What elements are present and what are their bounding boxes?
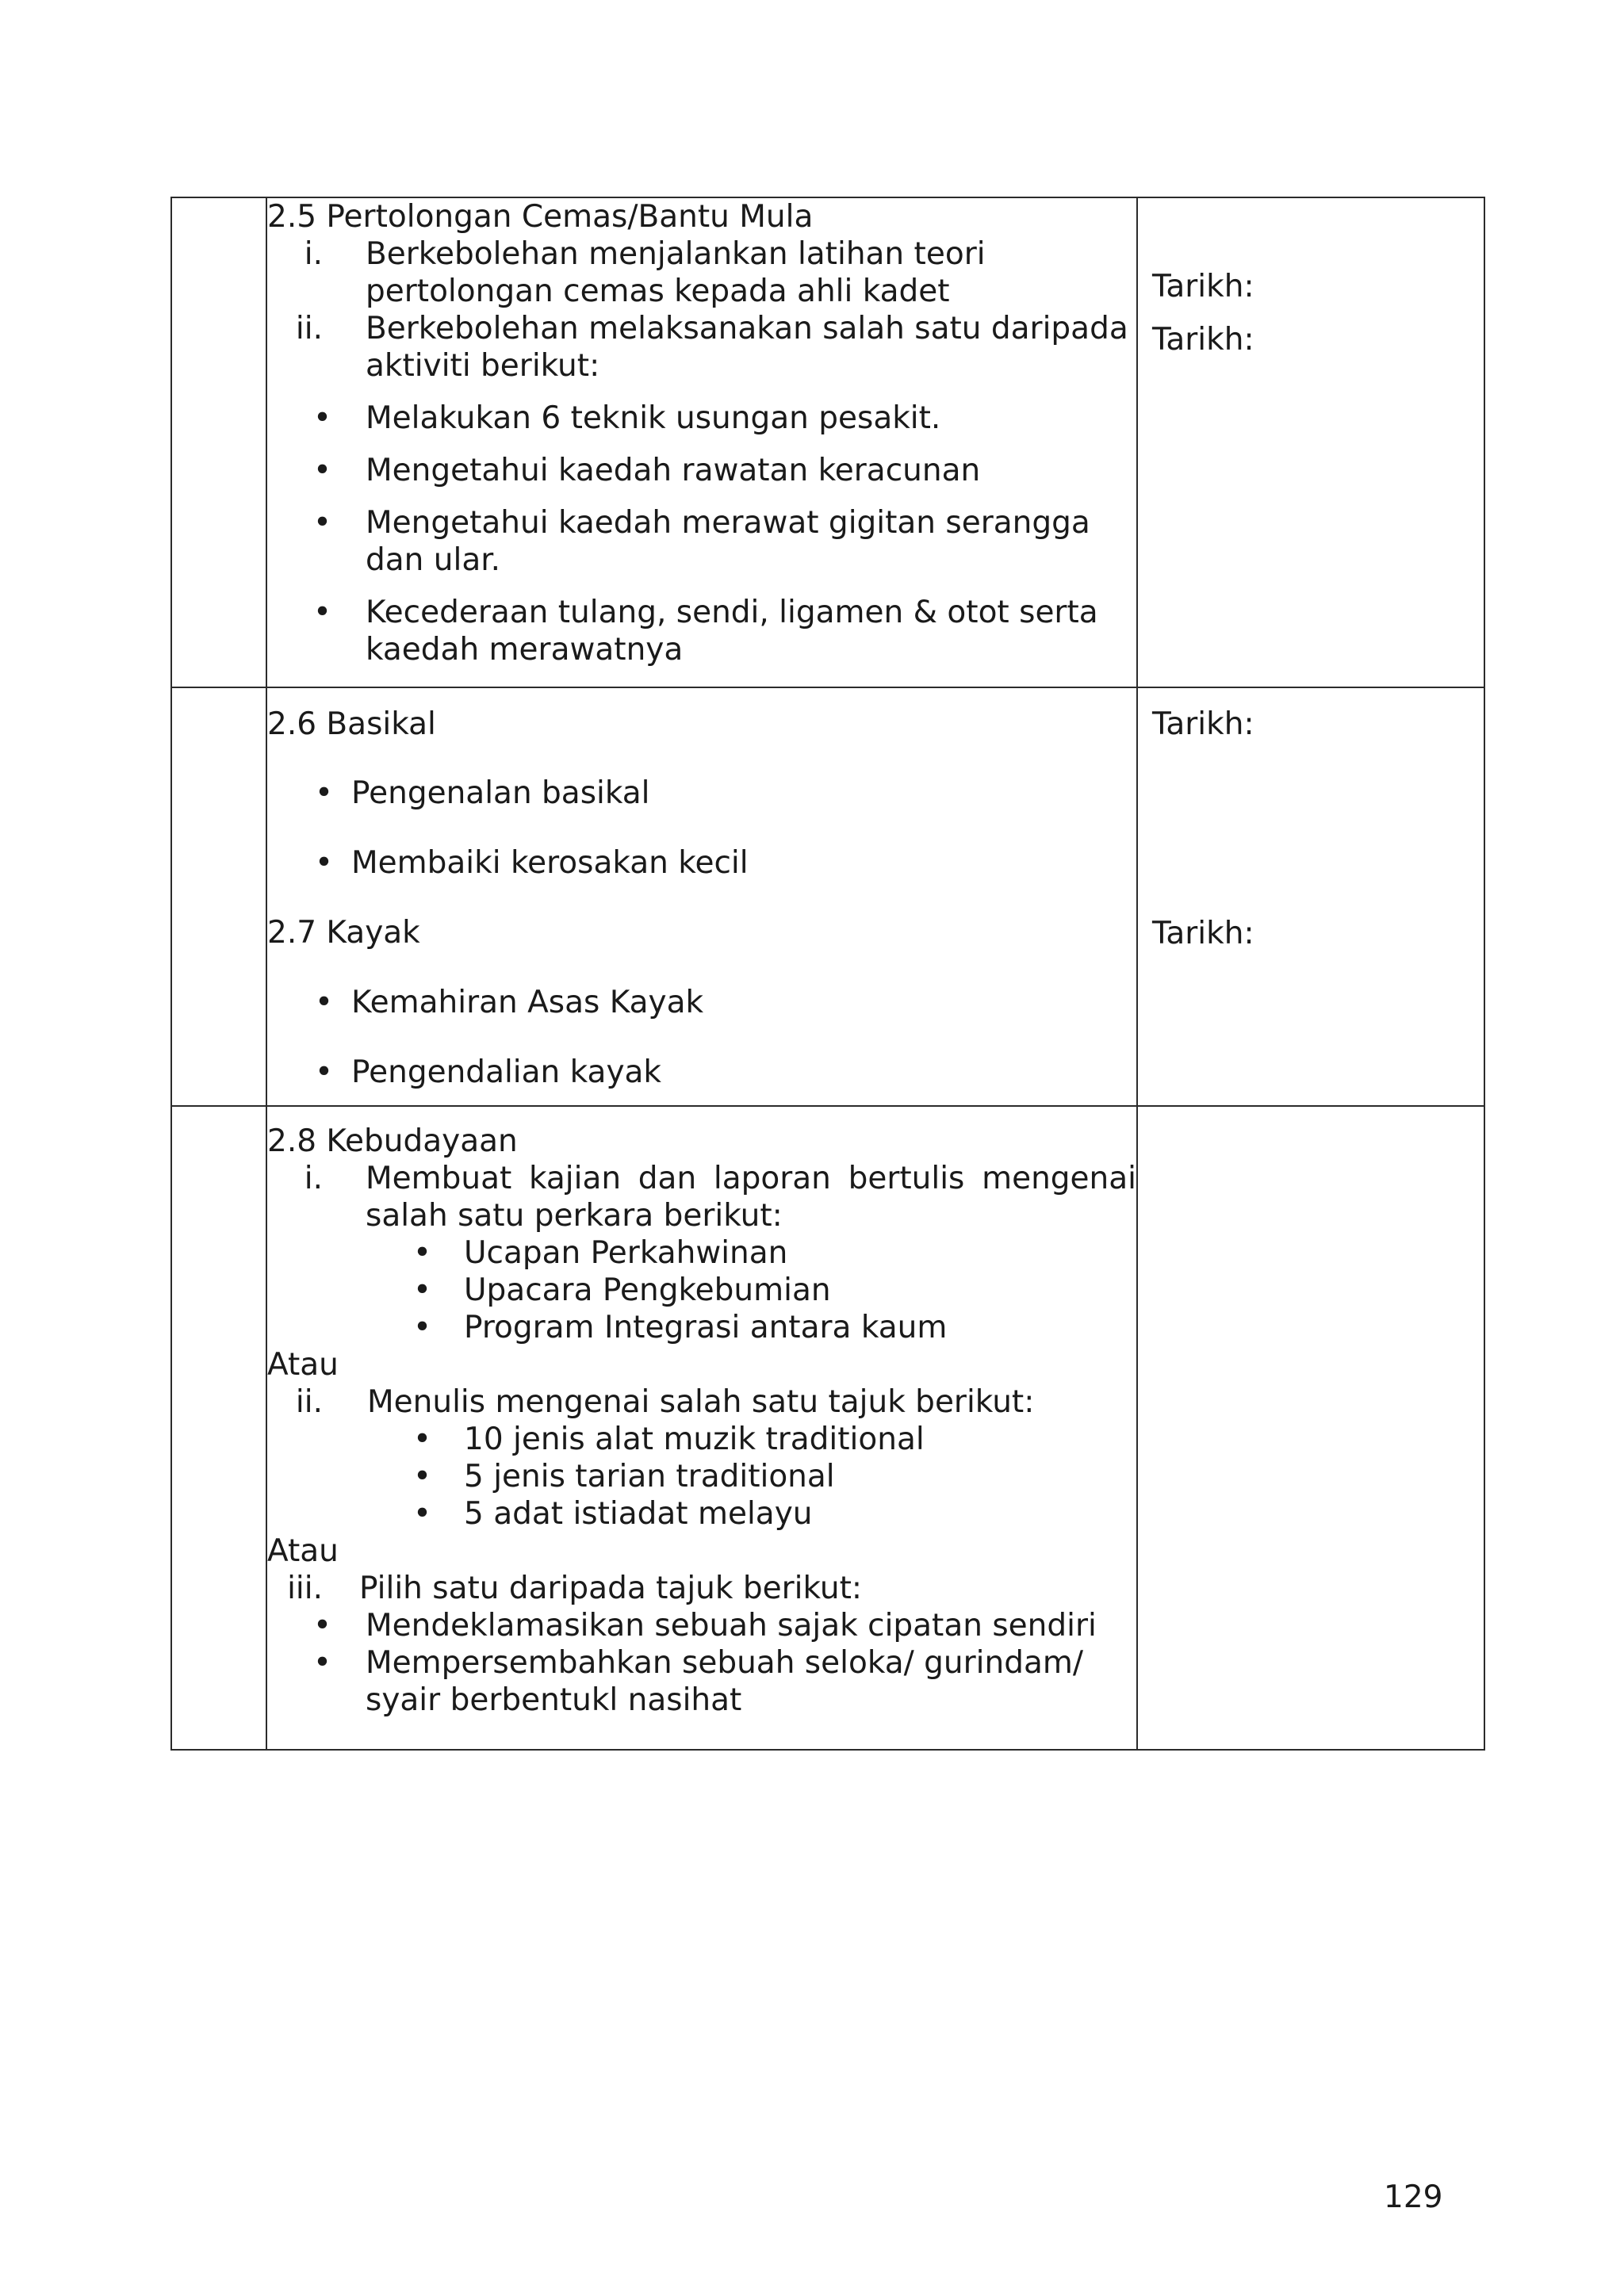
page-number: 129 bbox=[1384, 2179, 1443, 2215]
item-number: i. bbox=[304, 1161, 323, 1196]
bullet-icon: • bbox=[315, 985, 334, 1020]
bullet-icon: • bbox=[313, 505, 332, 541]
or-label: Atau bbox=[267, 1347, 339, 1383]
date-cell bbox=[1137, 1106, 1484, 1750]
list-item: • Melakukan 6 teknik usungan pesakit. bbox=[313, 400, 941, 436]
item-number: ii. bbox=[295, 311, 323, 346]
list-item: • Mengetahui kaedah merawat gigitan serangga dan ular. bbox=[313, 505, 1090, 578]
list-item: ii. Berkebolehan melaksanakan salah satu daripada aktiviti berikut: bbox=[267, 310, 1136, 385]
item-number: i. bbox=[304, 236, 323, 272]
list-item: ii. Menulis mengenai salah satu tajuk berikut: bbox=[267, 1383, 1136, 1421]
date-label: Tarikh: bbox=[1152, 269, 1254, 304]
bullet-icon: • bbox=[413, 1496, 432, 1532]
bullet-icon: • bbox=[315, 1054, 334, 1090]
section-heading: 2.5 Pertolongan Cemas/Bantu Mula bbox=[267, 199, 814, 235]
date-label: Tarikh: bbox=[1152, 916, 1254, 951]
section-heading: 2.7 Kayak bbox=[267, 915, 420, 951]
date-label: Tarikh: bbox=[1152, 322, 1254, 358]
activity-cell-bicycle-kayak bbox=[266, 687, 1137, 1106]
list-item: • Program Integrasi antara kaum bbox=[413, 1310, 948, 1345]
list-item: • 5 adat istiadat melayu bbox=[413, 1496, 813, 1532]
list-item: • Ucapan Perkahwinan bbox=[413, 1235, 788, 1271]
list-item: i. Berkebolehan menjalankan latihan teori pertolongan cemas kepada ahli kadet bbox=[267, 235, 1136, 310]
row-index-cell bbox=[171, 197, 266, 687]
bullet-icon: • bbox=[313, 1608, 332, 1644]
section-heading: 2.6 Basikal bbox=[267, 706, 436, 742]
table-row bbox=[171, 197, 1484, 687]
bullet-icon: • bbox=[413, 1235, 432, 1271]
bullet-icon: • bbox=[413, 1459, 432, 1494]
bullet-icon: • bbox=[413, 1422, 432, 1457]
bullet-icon: • bbox=[313, 1645, 332, 1681]
list-item: • Membaiki kerosakan kecil bbox=[315, 845, 749, 881]
bullet-icon: • bbox=[413, 1310, 432, 1345]
list-item: • Kecederaan tulang, sendi, ligamen & otot serta kaedah merawatnya bbox=[313, 595, 1098, 668]
bullet-icon: • bbox=[313, 453, 332, 488]
list-item: • 5 jenis tarian traditional bbox=[413, 1459, 835, 1494]
list-item: • Kemahiran Asas Kayak bbox=[315, 985, 704, 1020]
list-item: • Mengetahui kaedah rawatan keracunan bbox=[313, 453, 981, 488]
item-number: ii. bbox=[295, 1384, 323, 1420]
list-item: • 10 jenis alat muzik traditional bbox=[413, 1422, 925, 1457]
list-item: i. Membuat kajian dan laporan bertulis mengenai salah satu perkara berikut: bbox=[267, 1160, 1136, 1234]
bullet-icon: • bbox=[413, 1272, 432, 1308]
bullet-icon: • bbox=[315, 775, 334, 811]
date-cell bbox=[1137, 197, 1484, 687]
bullet-icon: • bbox=[315, 845, 334, 881]
list-item: • Pengenalan basikal bbox=[315, 775, 650, 811]
table-row bbox=[171, 687, 1484, 1106]
table-row bbox=[171, 1106, 1484, 1750]
bullet-icon: • bbox=[313, 400, 332, 436]
row-index-cell bbox=[171, 687, 266, 1106]
or-label: Atau bbox=[267, 1533, 339, 1569]
row-index-cell bbox=[171, 1106, 266, 1750]
bullet-icon: • bbox=[313, 595, 332, 630]
date-label: Tarikh: bbox=[1152, 706, 1254, 742]
activity-table bbox=[170, 197, 1485, 1751]
item-number: iii. bbox=[287, 1571, 323, 1606]
list-item: • Mendeklamasikan sebuah sajak cipatan sendiri bbox=[313, 1608, 1097, 1644]
date-cell bbox=[1137, 687, 1484, 1106]
activity-cell-culture bbox=[266, 1106, 1137, 1750]
list-item: • Upacara Pengkebumian bbox=[413, 1272, 831, 1308]
section-heading: 2.8 Kebudayaan bbox=[267, 1123, 518, 1159]
list-item: iii. Pilih satu daripada tajuk berikut: bbox=[267, 1570, 1136, 1607]
list-item: • Mempersembahkan sebuah seloka/ gurindam/ syair berbentukl nasihat bbox=[313, 1645, 1083, 1718]
list-item: • Pengendalian kayak bbox=[315, 1054, 662, 1090]
activity-cell-first-aid bbox=[266, 197, 1137, 687]
